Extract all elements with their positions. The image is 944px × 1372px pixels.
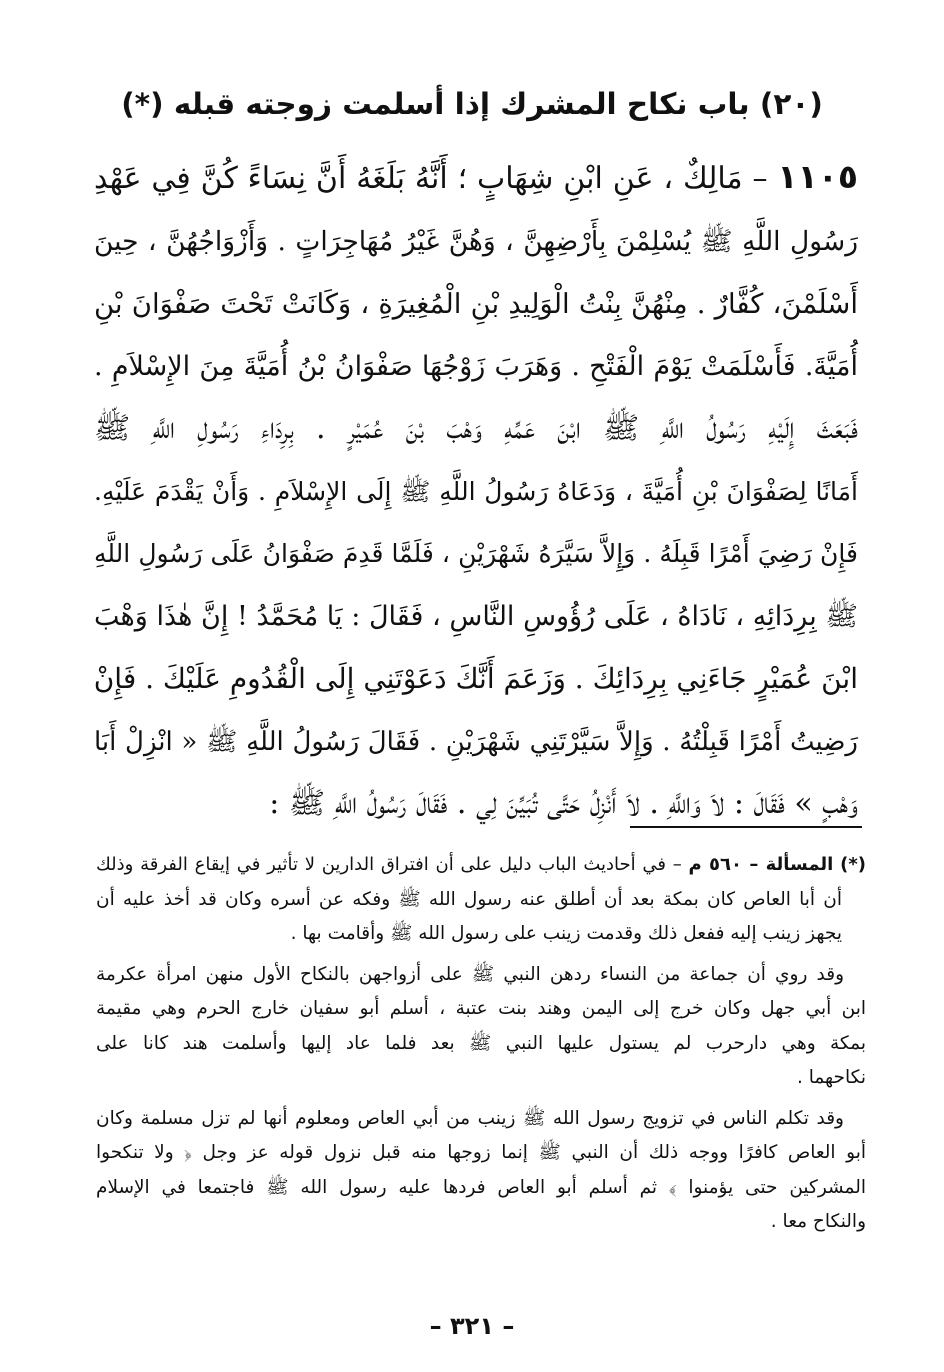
- footnote-line: وقد روي أن جماعة من النساء ردهن النبي ﷺ على أزواجهن بالنكاح الأول منهن امرأة عكرمة: [96, 963, 844, 985]
- footnote-line: وقد تكلم الناس في تزويج رسول الله ﷺ زينب من أبي العاص ومعلوم أنها لم تزل مسلمة وكان: [96, 1107, 844, 1129]
- hadith-line-3: أَسْلَمْنَ، كُفَّارٌ . مِنْهُنَّ بِنْتُ الْوَلِيدِ بْنِ الْمُغِيرَةِ ، وَكَانَتْ تَحْتَ صَفْوَانَ بْنِ: [94, 288, 858, 320]
- footnote-line: ابن أبي جهل وكان خرج إلى اليمن وهند بنت عتبة ، أسلم أبو سفيان خارج الحرم وهي مقيمة: [96, 998, 866, 1019]
- hadith-line-1-text: – مَالِكٌ ، عَنِ ابْنِ شِهَابٍ ؛ أَنَّهُ بَلَغَهُ أَنَّ نِسَاءً كُنَّ فِي عَهْدِ: [94, 161, 768, 196]
- hadith-line-10: رَضِيتُ أَمْرًا قَبِلْتُهُ . وَإِلاَّ سَيَّرْتَنِي شَهْرَيْنِ . فَقَالَ رَسُولُ اللَّهِ ﷺ « انْزِلْ أَبَا: [94, 726, 858, 757]
- footnote-line: المشركين حتى يؤمنوا ﴾ ثم أسلم أبو العاص فردها عليه رسول الله ﷺ فاجتمعا في الإسلام: [96, 1176, 866, 1198]
- hadith-line-11: وَهْبٍ » فَقَالَ : لاَ وَاللَّهِ . لاَ أَنْزِلُ حَتَّى تُبَيِّنَ لِي . فَقَالَ رَسُولُ اللَّهِ ﷺ :: [269, 786, 858, 821]
- hadith-line-2: رَسُولِ اللَّهِ ﷺ يُسْلِمْنَ بِأَرْضِهِنَّ ، وَهُنَّ غَيْرُ مُهَاجِرَاتٍ . وَأَزْوَاجُهُنَّ ، حِينَ: [94, 225, 858, 257]
- hadith-line-4: أُمَيَّةَ. فَأَسْلَمَتْ يَوْمَ الْفَتْحِ . وَهَرَبَ زَوْجُهَا صَفْوَانُ بْنُ أُمَيَّةَ مِنَ الإِسْلاَمِ .: [94, 350, 858, 382]
- footnote-paragraph-2: [96, 958, 866, 1096]
- hadith-line-7: فَإِنْ رَضِيَ أَمْرًا قَبِلَهُ . وَإِلاَّ سَيَّرَهُ شَهْرَيْنِ ، فَلَمَّا قَدِمَ صَفْوَانُ عَلَى رَسُولِ اللَّهِ: [94, 539, 858, 568]
- hadith-line-5: فَبَعَثَ إِلَيْهِ رَسُولُ اللَّهِ ﷺ ابْنَ عَمِّهِ وَهْبَ بْنَ عُمَيْرٍ . بِرِدَاءِ رَسُولِ اللَّهِ ﷺ: [94, 411, 858, 446]
- hadith-number: ١١٠٥: [777, 157, 858, 196]
- footnote-paragraph-1: [96, 848, 866, 952]
- hadith-line-8: ﷺ بِرِدَائِهِ ، نَادَاهُ ، عَلَى رُؤُوسِ النَّاسِ ، فَقَالَ : يَا مُحَمَّدُ ! إِنَّ هٰذَا وَهْبَ: [94, 600, 858, 632]
- footnote-line: والنكاح معا .: [770, 1211, 866, 1232]
- footnote-line: [96, 848, 866, 883]
- footnotes: [96, 848, 866, 1240]
- chapter-title: (٢٠) باب نكاح المشرك إذا أسلمت زوجته قبله (*): [121, 87, 823, 121]
- footnote-line: نكاحهما .: [796, 1067, 866, 1088]
- footnote-line: يجهز زينب إليه ففعل ذلك وقدمت زينب على رسول الله ﷺ وأقامت بها .: [290, 923, 842, 944]
- page-number: – ٣٢١ –: [429, 1312, 515, 1340]
- hadith-line-9: ابْنَ عُمَيْرٍ جَاءَنِي بِرِدَائِكَ . وَزَعَمَ أَنَّكَ دَعَوْتَنِي إِلَى الْقُدُومِ عَلَيْكَ . فَإِنْ: [93, 662, 858, 695]
- footnote-marker: (*): [840, 854, 866, 875]
- footnote-divider: [630, 826, 862, 828]
- footnote-line: بمكة وهي دارحرب لم يستول عليها النبي ﷺ بعد فلما عاد إليها وأسلمت هند كانا على: [96, 1032, 866, 1054]
- hadith-text: [94, 146, 858, 836]
- footnote-paragraph-3: [96, 1102, 866, 1240]
- hadith-line-6: أَمَانًا لِصَفْوَانَ بْنِ أُمَيَّةَ ، وَدَعَاهُ رَسُولُ اللَّهِ ﷺ إِلَى الإِسْلاَمِ . وَأَنْ يَقْدَمَ عَلَيْهِ.: [94, 476, 858, 506]
- footnote-text: – في أحاديث الباب دليل على أن افتراق الدارين لا تأثير في إيقاع الفرقة وذلك: [96, 854, 682, 875]
- footnote-label: المسألة – ٥٦٠ م: [688, 854, 834, 875]
- footnote-line: أبو العاص كافرًا ووجه ذلك أن النبي ﷺ إنما زوجها منه قبل نزول قوله عز وجل ﴿ ولا تنكحوا: [96, 1142, 866, 1163]
- hadith-line-1: [94, 146, 858, 211]
- footnote-line: أن أبا العاص كان بمكة بعد أن أطلق عنه رسول الله ﷺ وفكه عن أسره وكان قد أخذ عليه أن: [96, 888, 842, 910]
